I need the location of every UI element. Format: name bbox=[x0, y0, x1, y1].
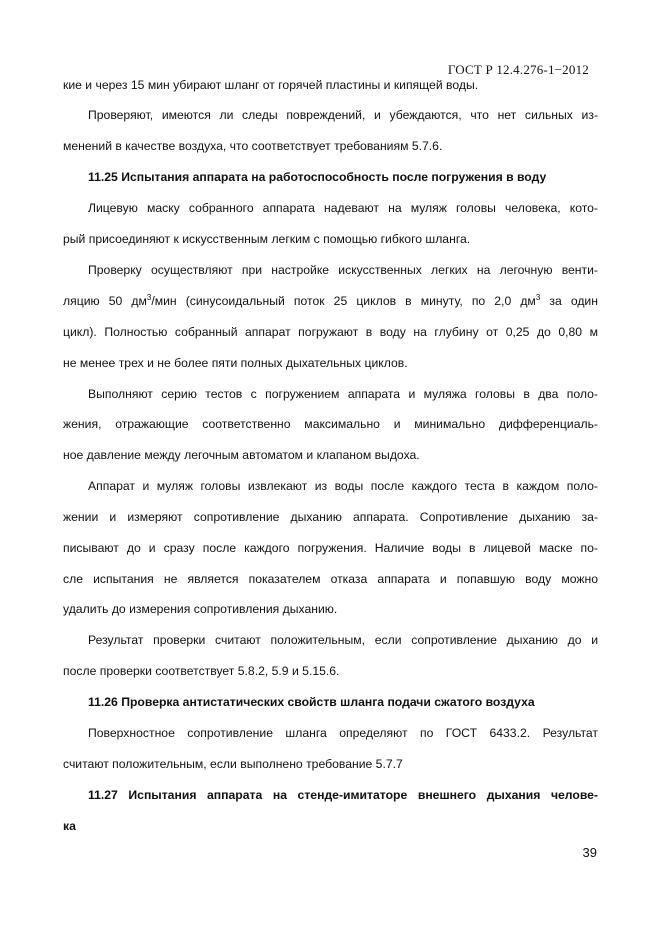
paragraph-line: Результат проверки считают положительным, если сопротивление дыханию до и bbox=[88, 633, 598, 647]
section-heading-11-25: 11.25 Испытания аппарата на работоспособность после погружения в воду bbox=[88, 170, 547, 184]
paragraph-line: кие и через 15 мин убирают шланг от горячей пластины и кипящей воды. bbox=[63, 78, 479, 92]
document-header: ГОСТ Р 12.4.276-1−2012 bbox=[447, 62, 589, 77]
paragraph-line: Аппарат и муляж головы извлекают из воды после каждого теста в каждом поло- bbox=[88, 479, 598, 493]
paragraph-line: ное давление между легочным автоматом и клапаном выдоха. bbox=[63, 448, 420, 462]
paragraph-line: рый присоединяют к искусственным легким с помощью гибкого шланга. bbox=[63, 232, 471, 246]
paragraph-line: Проверку осуществляют при настройке искусственных легких на легочную венти- bbox=[88, 263, 598, 277]
paragraph-line: писывают до и сразу после каждого погружения. Наличие воды в лицевой маске по- bbox=[63, 541, 598, 555]
paragraph-line: не менее трех и не более пяти полных дыхательных циклов. bbox=[63, 356, 408, 370]
paragraph-line: после проверки соответствует 5.8.2, 5.9 и 5.15.6. bbox=[63, 664, 340, 678]
paragraph-line: жении и измеряют сопротивление дыханию аппарата. Сопротивление дыханию за- bbox=[63, 510, 598, 524]
paragraph-line: Поверхностное сопротивление шланга определяют по ГОСТ 6433.2. Результат bbox=[88, 726, 598, 740]
paragraph-line: удалить до измерения сопротивления дыханию. bbox=[63, 602, 338, 616]
superscript: 3 bbox=[146, 292, 152, 302]
section-heading-11-27-continued: ка bbox=[63, 819, 76, 833]
paragraph-line: сле испытания не является показателем отказа аппарата и попавшую воду можно bbox=[63, 572, 598, 586]
superscript: 3 bbox=[535, 292, 541, 302]
page-number: 39 bbox=[582, 845, 597, 860]
text-run: ляцию 50 дм bbox=[63, 294, 147, 308]
text-run: за один bbox=[540, 294, 598, 308]
paragraph-line: менений в качестве воздуха, что соответствует требованиям 5.7.6. bbox=[63, 139, 443, 153]
text-run: /мин (синусоидальный поток 25 циклов в минуту, по 2,0 дм bbox=[151, 294, 536, 308]
section-heading-11-26: 11.26 Проверка антистатических свойств шланга подачи сжатого воздуха bbox=[88, 695, 535, 709]
section-heading-11-27: 11.27 Испытания аппарата на стенде-имитаторе внешнего дыхания челове- bbox=[88, 788, 598, 802]
paragraph-line: цикл). Полностью собранный аппарат погружают в воду на глубину от 0,25 до 0,80 м bbox=[63, 325, 598, 339]
paragraph-line: Проверяют, имеются ли следы повреждений, и убеждаются, что нет сильных из- bbox=[88, 108, 598, 122]
paragraph-line: Лицевую маску собранного аппарата надевают на муляж головы человека, кото- bbox=[88, 201, 598, 215]
paragraph-line-with-superscript bbox=[63, 293, 598, 309]
paragraph-line: жения, отражающие соответственно максимально и минимально дифференциаль- bbox=[63, 417, 598, 431]
paragraph-line: считают положительным, если выполнено требование 5.7.7 bbox=[63, 757, 403, 771]
paragraph-line: Выполняют серию тестов с погружением аппарата и муляжа головы в два поло- bbox=[88, 387, 598, 401]
